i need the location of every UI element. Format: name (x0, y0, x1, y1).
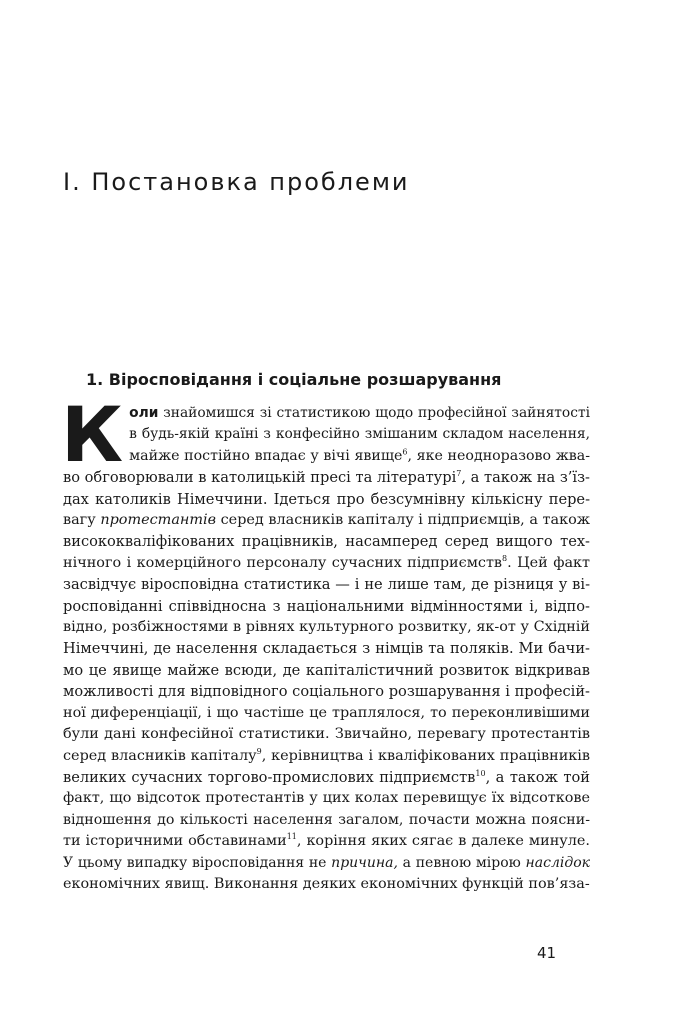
text-line: засвідчує віросповідна статистика — і не лише там, де різниця у ві- (63, 576, 590, 594)
text-line: мо це явище майже всюди, де капіталістичний розвиток відкривав (63, 661, 590, 679)
lead-word: оли (129, 405, 159, 421)
text-line: економічних явищ. Виконання деяких економічних функцій пов’яза- (63, 875, 590, 892)
text-line: Німеччині, де населення складається з німців та поляків. Ми бачи- (63, 640, 590, 658)
footnote-ref: 10 (475, 769, 486, 779)
text-line: були дані конфесійної статистики. Звичайно, перевагу протестантів (63, 726, 590, 743)
text-line: серед власників капіталу$^9$, керівництва і кваліфікованих працівників (63, 746, 590, 764)
text-line: росповіданні співвідносна з національними відмінностями і, відпо- (63, 597, 590, 615)
text-line: ної диференціації, і що частіше це траплялося, то переконливішими (63, 704, 590, 721)
emphasis: наслідок (525, 854, 590, 871)
body-text (61, 390, 590, 895)
text-line: майже постійно впадає у вічі явище$^6$, яке неодноразово жва- (129, 447, 590, 464)
text-line: відно, розбіжностями в рівнях культурного розвитку, як-от у Східній (63, 619, 590, 636)
text-line: великих сучасних торгово-промислових підприємств$^{10}$, а також той (63, 768, 590, 786)
text-line: висококваліфікованих працівників, насамперед серед вищого тех- (63, 533, 590, 551)
text-line: можливості для відповідного соціального розшарування і професій- (63, 683, 590, 701)
text-line: ти історичними обставинами$^{11}$, коріння яких сягає в далеке минуле. (63, 832, 590, 850)
text-line: нічного і комерційного персоналу сучасних підприємств$^8$. Цей факт (63, 554, 590, 571)
text-line: дах католиків Німеччини. Ідеться про безсумнівну кількісну пере- (63, 490, 590, 508)
section-title: 1. Віросповідання і соціальне розшарування (86, 370, 502, 389)
text-line: відношення до кількості населення загалом, почасти можна поясни- (63, 811, 590, 828)
emphasis: причина, (331, 854, 398, 871)
footnote-ref: 11 (286, 832, 297, 842)
text-line: факт, що відсоток протестантів у цих колах перевищує їх відсоткове (63, 790, 590, 807)
drop-cap: К (61, 390, 124, 479)
footnote-ref: 6 (402, 447, 408, 457)
text-line: вагу протестантів серед власників капіталу і підприємців, а також (63, 512, 590, 529)
emphasis: протестантів (100, 512, 217, 529)
text-line: У цьому випадку віросповідання не причина, а певною мірою наслідок (63, 854, 590, 871)
page-number: 41 (537, 944, 557, 962)
footnote-ref: 9 (256, 746, 262, 756)
text-line: во обговорювали в католицькій пресі та літературі$^7$, а також на з’їз- (63, 469, 590, 487)
text-line: оли знайомишся зі статистикою щодо професійної зайнятості (129, 405, 590, 421)
footnote-ref: 7 (456, 469, 462, 479)
footnote-ref: 8 (502, 554, 508, 564)
chapter-title: I. Постановка проблеми (63, 168, 410, 196)
text-line: в будь-якій країні з конфесійно змішаним складом населення, (129, 426, 590, 443)
